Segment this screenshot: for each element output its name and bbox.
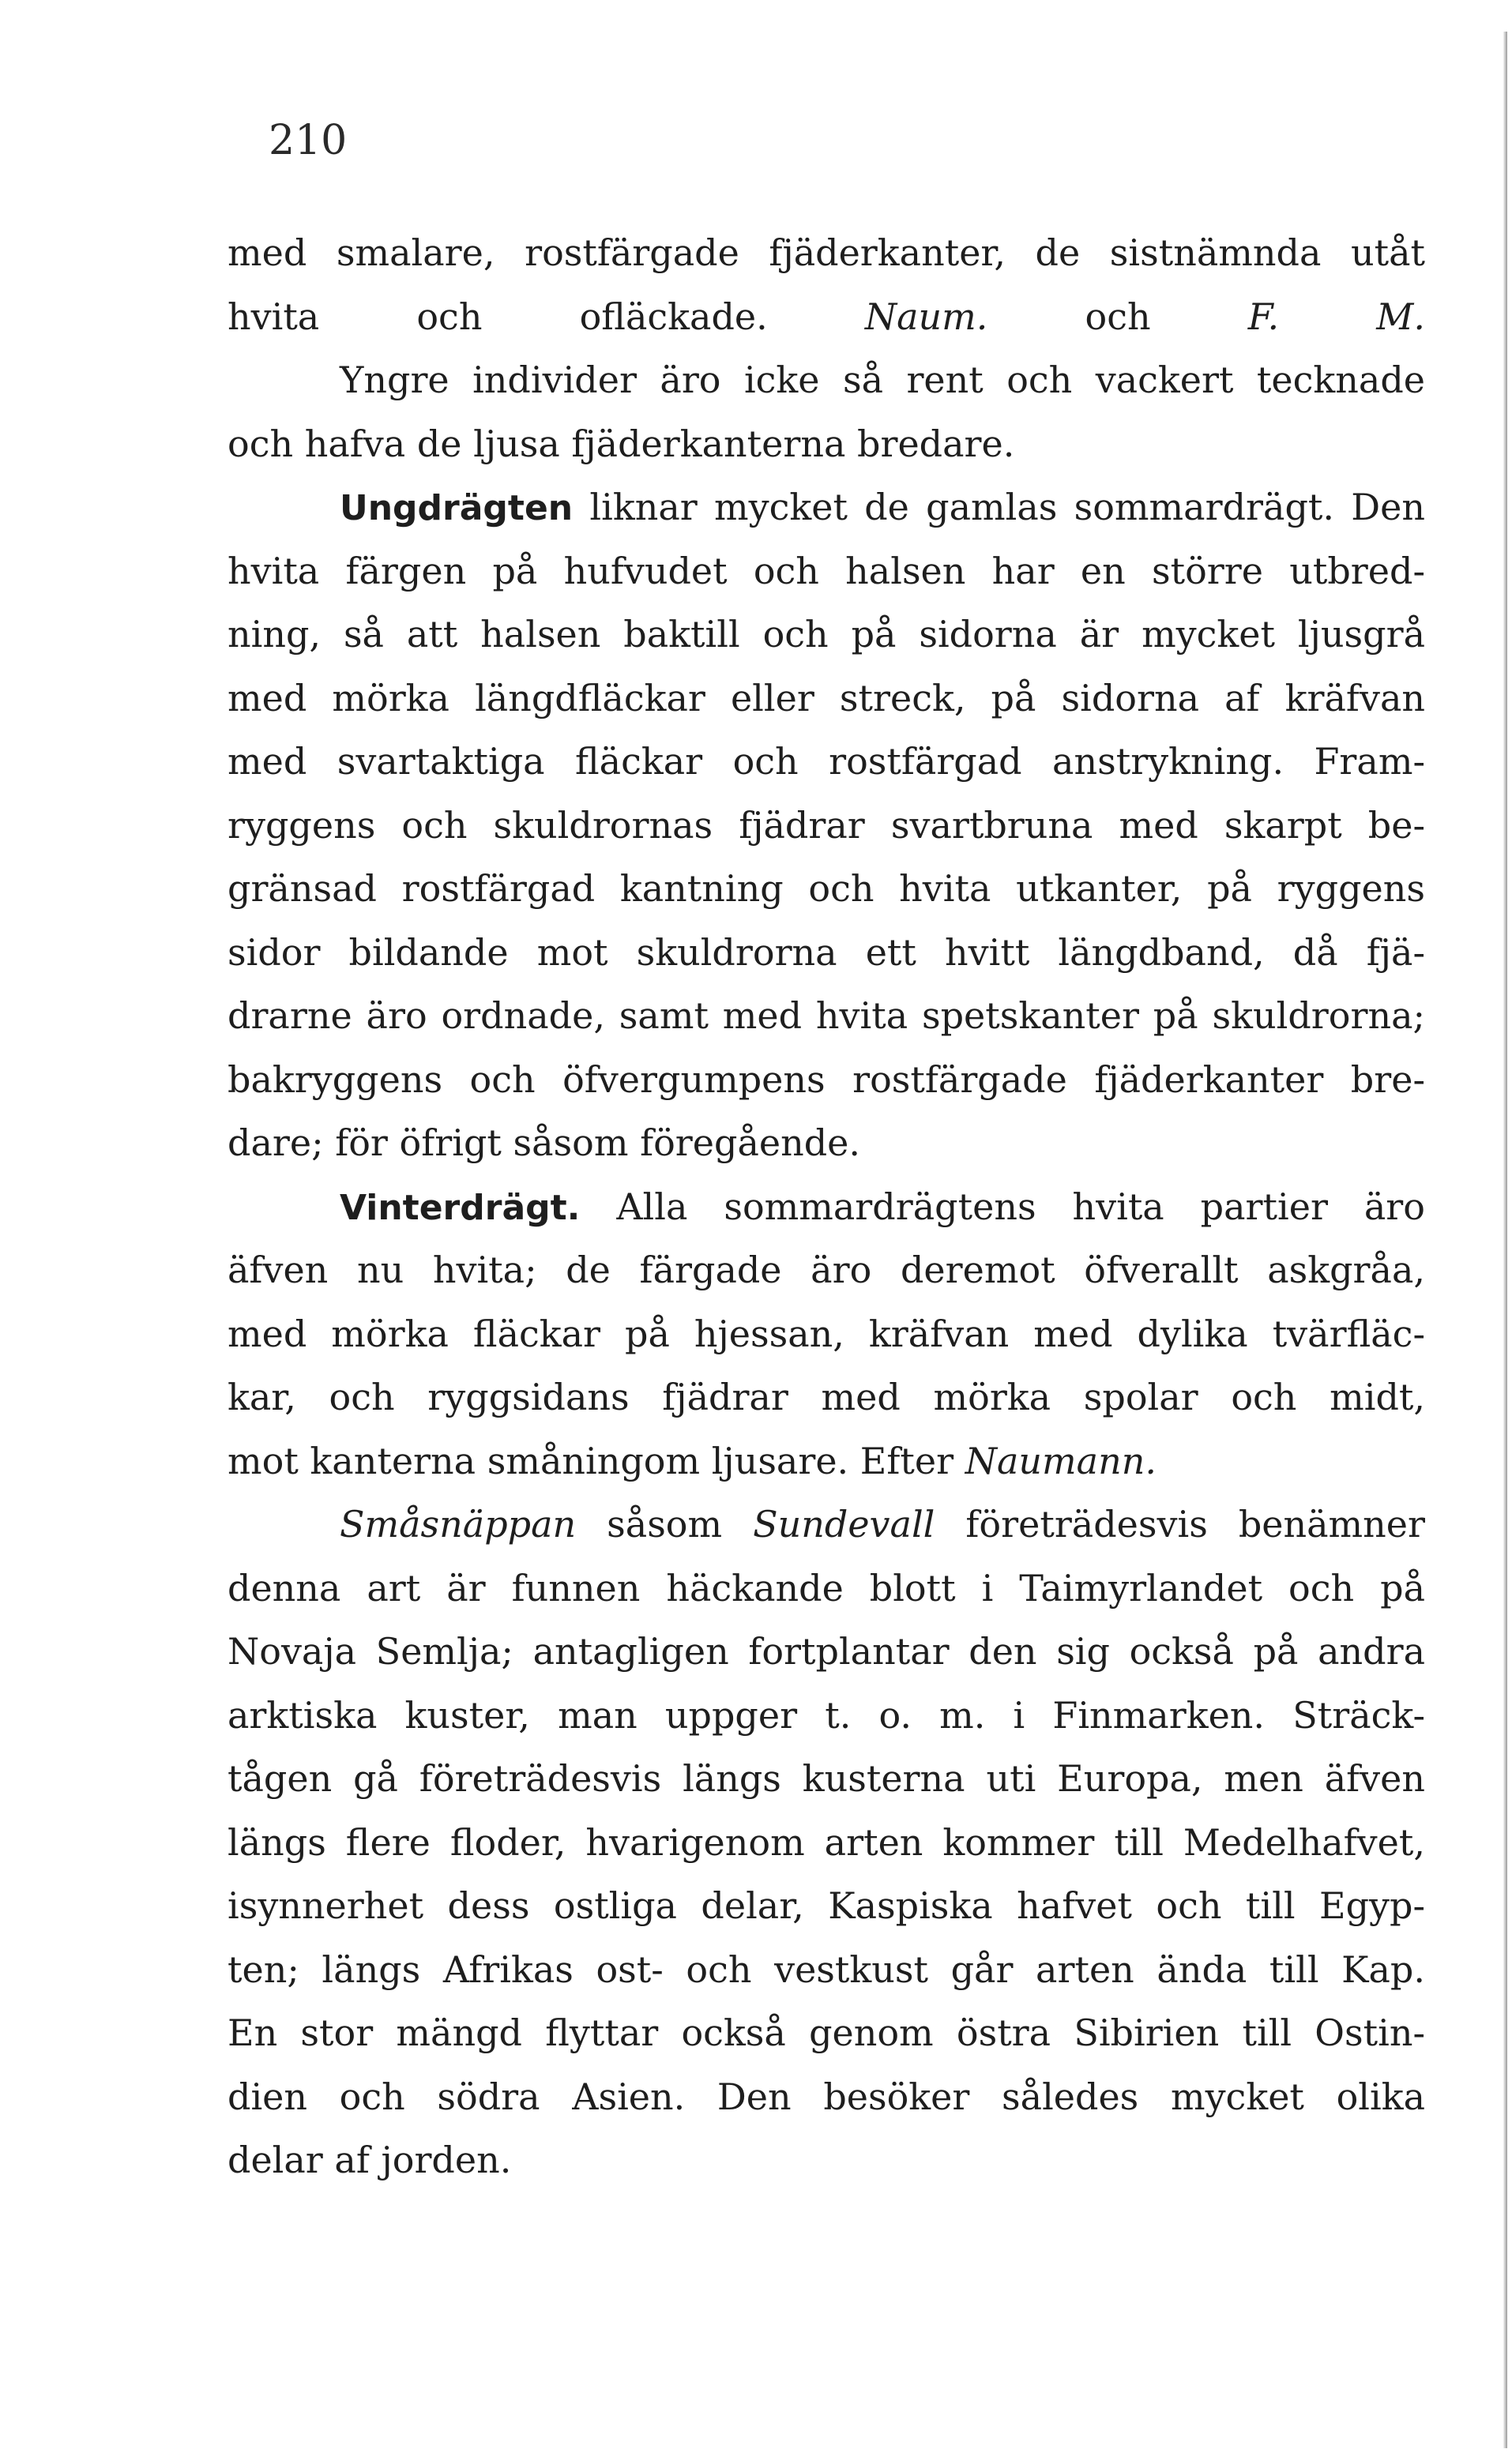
text-line: isynnerhet dess ostliga delar, Kaspiska hafvet och till Egyp-: [228, 1884, 1425, 1927]
text-line: äfven nu hvita; de färgade äro deremot öfverallt askgråa,: [228, 1249, 1425, 1291]
section-heading: Ungdrägten: [340, 488, 574, 528]
section-heading: Vinterdrägt.: [340, 1187, 581, 1228]
text-line: med mörka längdfläckar eller streck, på sidorna af kräfvan: [228, 676, 1425, 719]
text-line: Småsnäppan såsom Sundevall företrädesvis benämner: [340, 1503, 1425, 1546]
page-edge-shadow: [1503, 32, 1507, 2448]
text-line: sidor bildande mot skuldrorna ett hvitt längdband, då fjä-: [228, 930, 1425, 974]
section-heading-line: Ungdrägten liknar mycket de gamlas sommardrägt. Den: [340, 486, 1425, 528]
text-line: drarne äro ordnade, samt med hvita spetskanter på skuldrorna;: [228, 994, 1425, 1037]
text-line: bakryggens och öfvergumpens rostfärgade fjäderkanter bre-: [228, 1057, 1425, 1101]
text-line: med mörka fläckar på hjessan, kräfvan med dylika tvärfläc-: [228, 1312, 1425, 1355]
text-line: kar, och ryggsidans fjädrar med mörka spolar och midt,: [228, 1376, 1425, 1418]
text-line: En stor mängd flyttar också genom östra Sibirien till Ostin-: [228, 2011, 1425, 2054]
text-line: med svartaktiga fläckar och rostfärgad anstrykning. Fram-: [228, 740, 1425, 783]
text-line: hvita och ofläckade. Naum. och F. M.: [228, 295, 1426, 338]
text-line: mot kanterna småningom ljusare. Efter Naumann.: [228, 1439, 1157, 1482]
text-line: ten; längs Afrikas ost- och vestkust går arten ända till Kap.: [228, 1948, 1425, 1991]
text-line: Novaja Semlja; antagligen fortplantar den sig också på andra: [228, 1630, 1425, 1673]
text-line: ning, så att halsen baktill och på sidorna är mycket ljusgrå: [228, 613, 1425, 655]
text-line: tågen gå företrädesvis längs kusterna uti Europa, men äfven: [228, 1757, 1425, 1800]
text-line: längs flere floder, hvarigenom arten kommer till Medelhafvet,: [228, 1820, 1425, 1864]
text-line: ryggens och skuldrornas fjädrar svartbruna med skarpt be-: [228, 803, 1425, 847]
text-line: och hafva de ljusa fjäderkanterna bredare.: [228, 422, 1015, 465]
text-line: delar af jorden.: [228, 2139, 512, 2181]
text-line: denna art är funnen häckande blott i Taimyrlandet och på: [228, 1566, 1425, 1609]
text-line: gränsad rostfärgad kantning och hvita utkanter, på ryggens: [228, 867, 1425, 910]
text-line: hvita färgen på hufvudet och halsen har en större utbred-: [228, 549, 1425, 592]
text-line: dien och södra Asien. Den besöker således mycket olika: [228, 2075, 1425, 2118]
text-line: dare; för öfrigt såsom föregående.: [228, 1121, 861, 1164]
text-line: Yngre individer äro icke så rent och vackert tecknade: [340, 359, 1425, 401]
section-heading-line: Vinterdrägt. Alla sommardrägtens hvita partier äro: [340, 1185, 1425, 1228]
page-number: 210: [269, 117, 348, 164]
text-line: arktiska kuster, man uppger t. o. m. i Finmarken. Sträck-: [228, 1693, 1425, 1737]
text-line: med smalare, rostfärgade fjäderkanter, de sistnämnda utåt: [228, 231, 1425, 274]
body-text: [228, 221, 1425, 2192]
